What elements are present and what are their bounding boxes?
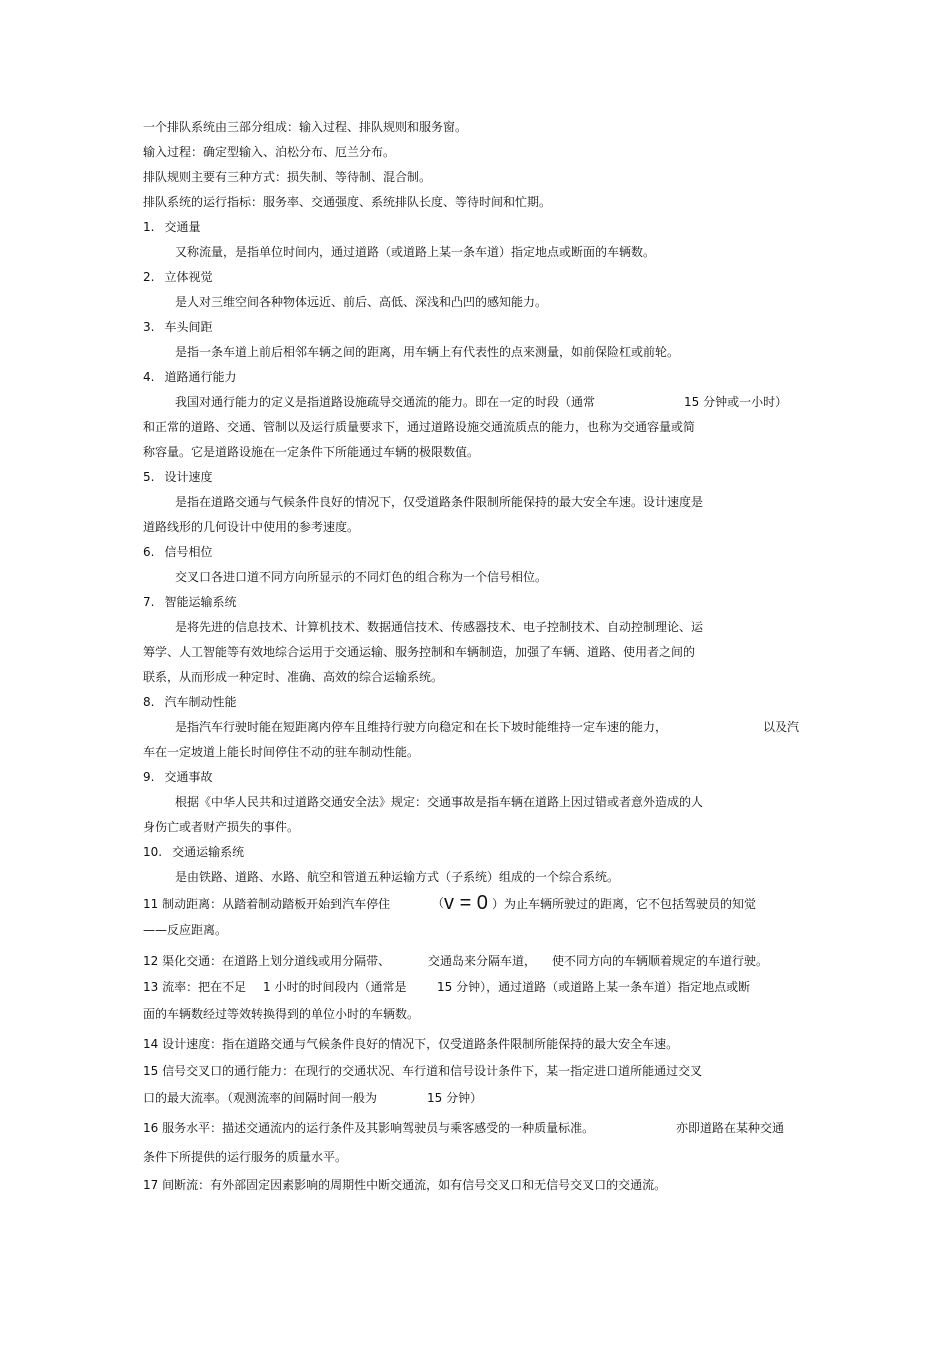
term-heading [143, 369, 236, 385]
paren-open: （ [432, 896, 445, 910]
term-body: 和正常的道路、交通、管制以及运行质量要求下，通过道路设施交通流质点的能力，也称为交通容量或简 [143, 420, 696, 434]
term-title: 交通事故 [164, 770, 213, 784]
paren-close: ） [492, 897, 505, 911]
term-heading [143, 469, 212, 485]
definition-line: 16 服务水平：描述交通流内的运行条件及其影响驾驶员与乘客感受的一种质量标准。 [143, 1121, 595, 1135]
term-heading [143, 769, 212, 785]
intro-line: 排队系统的运行指标：服务率、交通强度、系统排队长度、等待时间和忙期。 [143, 195, 552, 209]
term-title: 设计速度 [164, 470, 213, 484]
term-title: 道路通行能力 [164, 370, 237, 384]
term-number: 6. [143, 545, 155, 559]
term-title: 汽车制动性能 [164, 695, 237, 709]
term-body: 联系，从而形成一种定时、准确、高效的综合运输系统。 [143, 670, 444, 684]
term-body: 是指一条车道上前后相邻车辆之间的距离，用车辆上有代表性的点来测量，如前保险杠或前轮。 [175, 345, 680, 359]
definition-line: 亦即道路在某种交通 [676, 1121, 785, 1135]
term-body: 道路线形的几何设计中使用的参考速度。 [143, 520, 360, 534]
intro-line: 排队规则主要有三种方式：损失制、等待制、混合制。 [143, 170, 432, 184]
term-heading [143, 844, 244, 860]
term-heading [143, 219, 200, 235]
term-number: 2. [143, 270, 155, 284]
term-title: 智能运输系统 [164, 595, 237, 609]
term-body: 身伤亡或者财产损失的事件。 [143, 820, 300, 834]
term-number: 3. [143, 320, 155, 334]
term-body: 是指在道路交通与气候条件良好的情况下，仅受道路条件限制所能保持的最大安全车速。设计速度是 [175, 495, 704, 509]
formula [432, 892, 488, 914]
term-body: 我国对通行能力的定义是指道路设施疏导交通流的能力。即在一定的时段（通常 [175, 395, 596, 409]
definition-line: 15 信号交叉口的通行能力：在现行的交通状况、车行道和信号设计条件下，某一指定进口道所能通过交叉 [143, 1064, 703, 1078]
term-body: 根据《中华人民共和过道路交通安全法》规定：交通事故是指车辆在道路上因过错或者意外造成的人 [175, 795, 704, 809]
term-number: 7. [143, 595, 155, 609]
term-heading [143, 594, 236, 610]
definition-line: 使不同方向的车辆顺着规定的车道行驶。 [552, 954, 769, 968]
term-body: 又称流量，是指单位时间内，通过道路（或道路上某一条车道）指定地点或断面的车辆数。 [175, 245, 656, 259]
definition-line: 1 小时的时间段内（通常是 [263, 980, 407, 994]
definition-line: 15 分钟），通过道路（或道路上某一条车道）指定地点或断 [437, 980, 751, 994]
term-title: 交通运输系统 [172, 845, 245, 859]
term-body: 是将先进的信息技术、计算机技术、数据通信技术、传感器技术、电子控制技术、自动控制理论、运 [175, 620, 704, 634]
term-title: 车头间距 [164, 320, 213, 334]
term-number: 5. [143, 470, 155, 484]
term-body: 是人对三维空间各种物体远近、前后、高低、深浅和凸凹的感知能力。 [175, 295, 548, 309]
term-body: 是由铁路、道路、水路、航空和管道五种运输方式（子系统）组成的一个综合系统。 [175, 870, 620, 884]
term-heading [143, 694, 236, 710]
definition-line: 12 渠化交通：在道路上划分道线或用分隔带、 [143, 954, 391, 968]
term-number: 4. [143, 370, 155, 384]
definition-line: 交通岛来分隔车道， [428, 954, 537, 968]
term-number: 1. [143, 220, 155, 234]
definition-line: 13 流率：把在不足 [143, 980, 247, 994]
definition-line: 条件下所提供的运行服务的质量水平。 [143, 1150, 348, 1164]
term-body: 15 分钟或一小时） [684, 395, 788, 409]
term-body: 是指汽车行驶时能在短距离内停车且维持行驶方向稳定和在长下坡时能维持一定车速的能力， [175, 720, 668, 734]
definition-line: ——反应距离。 [143, 923, 228, 937]
term-body: 交叉口各进口道不同方向所显示的不同灯色的组合称为一个信号相位。 [175, 570, 548, 584]
term-number: 8. [143, 695, 155, 709]
intro-line: 一个排队系统由三部分组成：输入过程、排队规则和服务窗。 [143, 120, 468, 134]
definition-line: ）为止车辆所驶过的距离，它不包括驾驶员的知觉 [492, 897, 757, 911]
definition-line: 面的车辆数经过等效转换得到的单位小时的车辆数。 [143, 1007, 420, 1021]
term-heading [143, 269, 212, 285]
term-body: 以及汽 [763, 720, 800, 734]
definition-line: 14 设计速度：指在道路交通与气候条件良好的情况下，仅受道路条件限制所能保持的最大安全车速。 [143, 1037, 679, 1051]
definition-line: 17 间断流：有外部固定因素影响的周期性中断交通流，如有信号交叉口和无信号交叉口的交通流。 [143, 1178, 667, 1192]
intro-line: 输入过程：确定型输入、泊松分布、厄兰分布。 [143, 145, 396, 159]
term-number: 10. [143, 845, 163, 859]
term-title: 信号相位 [164, 545, 213, 559]
definition-line: 15 分钟） [427, 1091, 483, 1105]
definition-line: 口的最大流率。（观测流率的间隔时间一般为 [143, 1091, 378, 1105]
term-heading [143, 319, 212, 335]
definition-line: 11 制动距离：从踏着制动踏板开始到汽车停住 [143, 897, 391, 911]
term-body: 筹学、人工智能等有效地综合运用于交通运输、服务控制和车辆制造，加强了车辆、道路、使用者之间的 [143, 645, 696, 659]
term-title: 交通量 [164, 220, 201, 234]
term-title: 立体视觉 [164, 270, 213, 284]
term-body: 车在一定坡道上能长时间停住不动的驻车制动性能。 [143, 745, 420, 759]
term-heading [143, 544, 212, 560]
term-number: 9. [143, 770, 155, 784]
term-body: 称容量。它是道路设施在一定条件下所能通过车辆的极限数值。 [143, 445, 480, 459]
formula-v-equals-zero: v = 0 [444, 892, 488, 914]
